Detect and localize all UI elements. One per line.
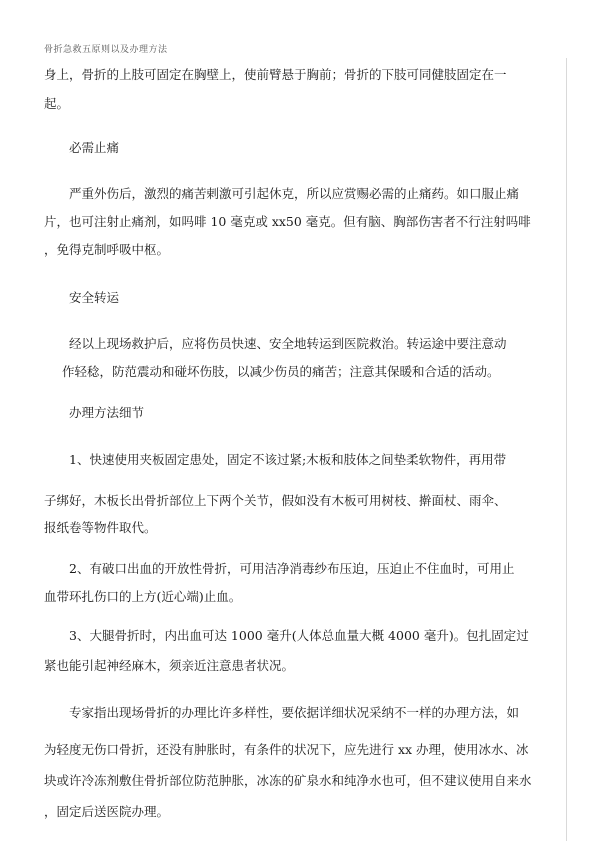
text-line: 血带环扎伤口的上方(近心端)止血。 <box>44 589 242 604</box>
text-line: 紧也能引起神经麻木，须亲近注意患者状况。 <box>44 658 295 673</box>
paragraph-pain-relief <box>44 180 564 264</box>
text-line: 报纸卷等物件取代。 <box>44 520 157 535</box>
text-line: 严重外伤后，激烈的痛苦剌激可引起休克，所以应赏赐必需的止痛药。如口服止痛 <box>69 186 520 201</box>
text-line: 3、大腿骨折时，内出血可达 1000 毫升(人体总血量大概 4000 毫升)。包扎固定过 <box>69 628 529 643</box>
page-header: 骨折急救五原则以及办理方法 <box>44 45 168 55</box>
text-line: 子绑好，木板长出骨折部位上下两个关节，假如没有木板可用树枝、擀面杖、雨伞、 <box>44 493 507 508</box>
text-line: 作轻稔，防范震动和碰坏伤肢，以减少伤员的痛苦；注意其保暖和合适的活动。 <box>62 364 500 379</box>
text-line: ，固定后送医院办理。 <box>44 804 170 819</box>
text-line: 块或许冷冻剂敷住骨折部位防范肿胀，冰冻的矿泉水和纯净水也可，但不建议使用自来水 <box>44 773 532 788</box>
heading-handling-details: 办理方法细节 <box>69 405 145 420</box>
text-line: 为轻度无伤口骨折，还没有肿胀时，有条件的状况下，应先进行 xx 办理，使用冰水、冰 <box>44 742 529 757</box>
text-line: 2、有破口出血的开放性骨折，可用洁净消毒纱布压迫，压迫止不住血时，可用止 <box>69 561 515 576</box>
paragraph-step-2 <box>44 555 564 611</box>
paragraph-expert-advice <box>44 697 564 827</box>
heading-safe-transport: 安全转运 <box>69 290 120 305</box>
paragraph-step-1 <box>44 444 564 539</box>
text-line: 片，也可注射止痛剂，如吗啡 10 毫克或 xx50 毫克。但有脑、胸部伤害者不行注射吗啡 <box>44 214 531 229</box>
text-line: 起。 <box>44 96 70 111</box>
heading-pain-relief: 必需止痛 <box>69 140 120 155</box>
page-edge-rule <box>566 58 567 841</box>
text-line: 身上，骨折的上肢可固定在胸壁上，使前臂悬于胸前；骨折的下肢可同健肢固定在一 <box>44 67 507 82</box>
text-line: 1、快速使用夹板固定患处，固定不该过紧;木板和肢体之间垫柔软物件，再用带 <box>69 452 507 467</box>
paragraph-safe-transport <box>44 330 564 386</box>
paragraph-step-3 <box>44 621 564 681</box>
text-line: 专家指出现场骨折的办理比许多样性，要依据详细状况采纳不一样的办理方法，如 <box>69 705 520 720</box>
text-line: 经以上现场救护后，应将伤员快速、安全地转运到医院救治。转运途中要注意动 <box>69 336 507 351</box>
paragraph-fixation-end <box>44 60 564 118</box>
text-line: ，免得克制呼吸中枢。 <box>44 242 170 257</box>
